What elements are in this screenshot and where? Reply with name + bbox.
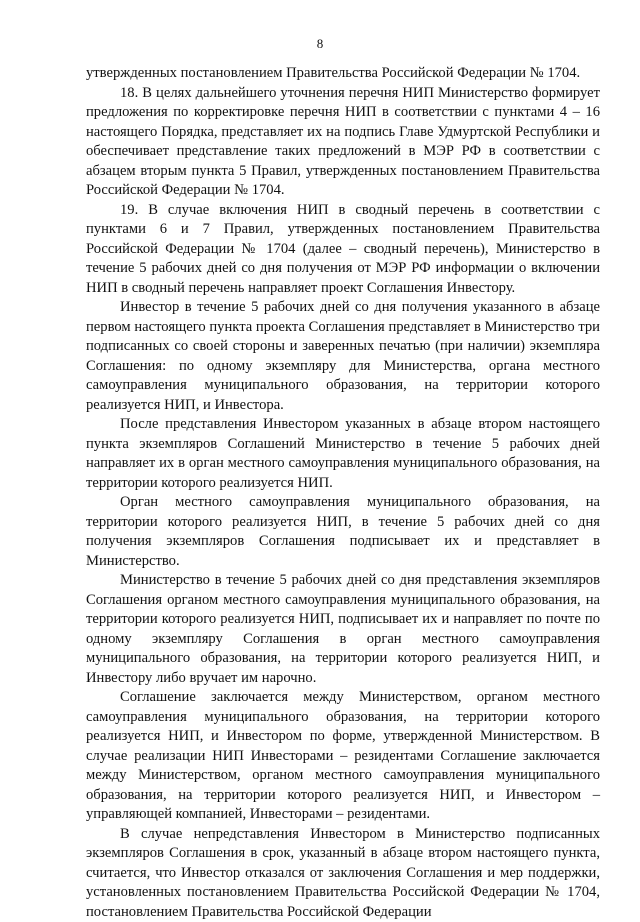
paragraph-continuation: утвержденных постановлением Правительства Российской Федерации № 1704. [86,64,600,84]
page-number: 8 [0,36,640,52]
paragraph-19-non-submission: В случае непредставления Инвестором в Министерство подписанных экземпляров Соглашения в срок, указанный в абзаце втором настоящего пункта, считается, что Инвестор отказался от заключения Соглашения и мер поддержки, установленных постановлением Правительства Российской Федерации № 1704, постановлением Правительства Российской Федерации [86,825,600,922]
paragraph-19-agreement-parties: Соглашение заключается между Министерством, органом местного самоуправления муниципального образования, на территории которого реализуется НИП, и Инвестором по форме, утвержденной Министерством. В случае реализации НИП Инвесторами – резидентами Соглашение заключается между Министерством, органом местного самоуправления муниципального образования, на территории которого реализуется НИП, и Инвестором – управляющей компанией, Инвесторами – резидентами. [86,688,600,825]
paragraph-19-local-authority-signing: Орган местного самоуправления муниципального образования, на территории которого реализуется НИП, в течение 5 рабочих дней со дня получения экземпляров Соглашения подписывает их и представляет в Министерство. [86,493,600,571]
paragraph-19-investor-submission: Инвестор в течение 5 рабочих дней со дня получения указанного в абзаце первом настоящего пункта проекта Соглашения представляет в Министерство три подписанных со своей стороны и заверенных печатью (при наличии) экземпляра Соглашения: по одному экземпляру для Министерства, органа местного самоуправления муниципального образования, на территории которого реализуется НИП, и Инвестора. [86,298,600,415]
paragraph-19: 19. В случае включения НИП в сводный перечень в соответствии с пунктами 6 и 7 Правил, утвержденных постановлением Правительства Российской Федерации № 1704 (далее – сводный перечень), Министерство в течение 5 рабочих дней со дня получения от МЭР РФ информации о включении НИП в сводный перечень направляет проект Соглашения Инвестору. [86,201,600,299]
paragraph-18: 18. В целях дальнейшего уточнения перечня НИП Министерство формирует предложения по корректировке перечня НИП в соответствии с пунктами 4 – 16 настоящего Порядка, представляет их на подпись Главе Удмуртской Республики и обеспечивает представление таких предложений в МЭР РФ в соответствии с абзацем вторым пункта 5 Правил, утвержденных постановлением Правительства Российской Федерации № 1704. [86,84,600,201]
paragraph-19-ministry-forwarding: После представления Инвестором указанных в абзаце втором настоящего пункта экземпляров Соглашений Министерство в течение 5 рабочих дней направляет их в орган местного самоуправления муниципального образования, на территории которого реализуется НИП. [86,415,600,493]
paragraph-19-ministry-signing: Министерство в течение 5 рабочих дней со дня представления экземпляров Соглашения органом местного самоуправления муниципального образования, на территории которого реализуется НИП, подписывает их и направляет по почте по одному экземпляру Соглашения в орган местного самоуправления муниципального образования, на территории которого реализуется НИП, и Инвестору либо вручает им нарочно. [86,571,600,688]
document-body [86,64,600,922]
